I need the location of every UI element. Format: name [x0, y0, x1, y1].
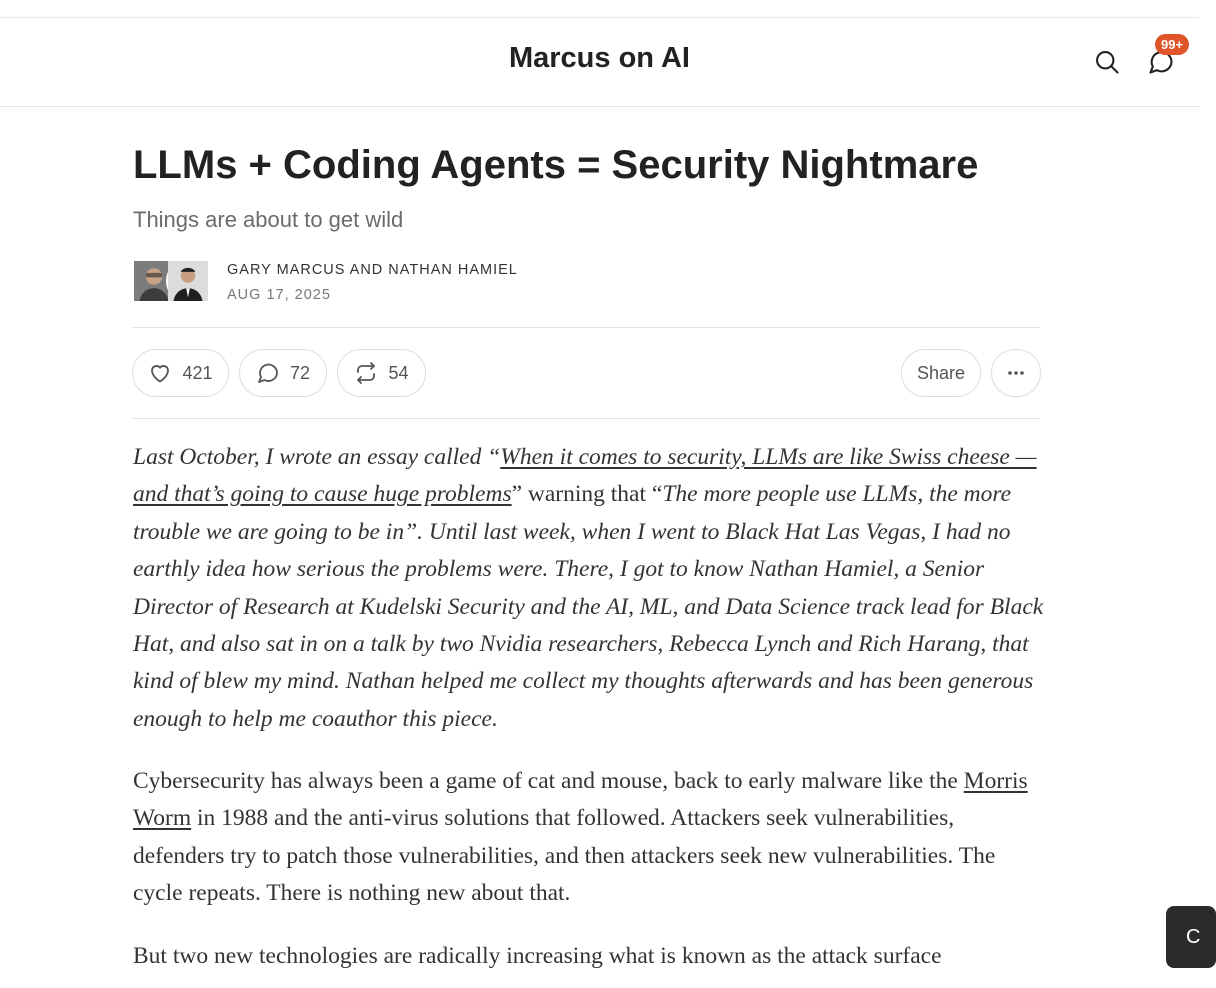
restack-button[interactable] — [337, 349, 426, 397]
floating-side-button[interactable] — [1166, 906, 1216, 968]
heart-icon — [148, 361, 172, 385]
post-subtitle: Things are about to get wild — [133, 207, 404, 232]
divider — [132, 327, 1040, 328]
text-span: But two new technologies are radically increasing what is known as the attack surface — [133, 943, 942, 969]
divider — [132, 418, 1040, 419]
article-paragraph-2 — [133, 763, 1048, 913]
restack-icon — [354, 361, 378, 385]
post-authors[interactable]: GARY MARCUS AND NATHAN HAMIEL — [227, 262, 518, 278]
publication-title[interactable]: Marcus on AI — [508, 42, 690, 74]
swiss-cheese-essay-link[interactable]: When it comes to security, LLMs are like Swiss cheese — and that’s going to cause huge problems — [133, 444, 1037, 508]
text-span: Last October, I wrote an essay called “ — [133, 444, 501, 470]
like-button[interactable] — [132, 349, 229, 397]
post-title: LLMs + Coding Agents = Security Nightmare — [133, 143, 979, 187]
article-paragraph-3 — [133, 938, 1048, 975]
text-span: ”. Until last week, when I went to Black Hat Las Vegas, I had no earthly idea how serious the problems were. There, I got to know Nathan Hamiel, a Senior Director of Research at Kudelski Security and the AI, ML, and Data Science track lead for Black Hat, and also sat in on a talk by two Nvidia researchers, Rebecca Lynch and Rich Harang, that kind of blew my mind. Nathan helped me collect my thoughts afterwards and has been generous enough to help me coauthor this piece. — [133, 518, 1044, 732]
quote-span: The more people use LLMs, the more trouble we are going to be in — [133, 481, 1012, 545]
article-paragraph-1 — [133, 439, 1048, 738]
text-span: ” warning that “ — [511, 481, 663, 508]
post-date: AUG 17, 2025 — [227, 287, 331, 303]
more-options-button[interactable] — [991, 349, 1041, 397]
text-span: in 1988 and the anti-virus solutions that followed. Attackers seek vulnerabilities, defenders try to patch those vulnerabilities, and then attackers seek new vulnerabilities. The cycle repeats. There is nothing new about that. — [133, 805, 996, 907]
notification-badge[interactable]: 99+ — [1155, 34, 1189, 55]
like-count: 421 — [182, 362, 213, 383]
search-icon[interactable] — [1093, 48, 1121, 76]
comment-button[interactable] — [239, 349, 327, 397]
site-header — [0, 18, 1199, 107]
share-button[interactable] — [901, 349, 981, 397]
share-label: Share — [916, 362, 966, 383]
side-button-label: C — [1186, 925, 1201, 948]
more-horizontal-icon — [1004, 361, 1028, 385]
comment-count: 72 — [289, 362, 311, 383]
author-avatar-nathan[interactable] — [166, 259, 210, 303]
comment-icon — [256, 361, 280, 385]
restack-count: 54 — [388, 362, 409, 383]
text-span: Cybersecurity has always been a game of cat and mouse, back to early malware like the — [133, 768, 964, 794]
morris-worm-link[interactable]: Morris Worm — [133, 768, 1028, 832]
